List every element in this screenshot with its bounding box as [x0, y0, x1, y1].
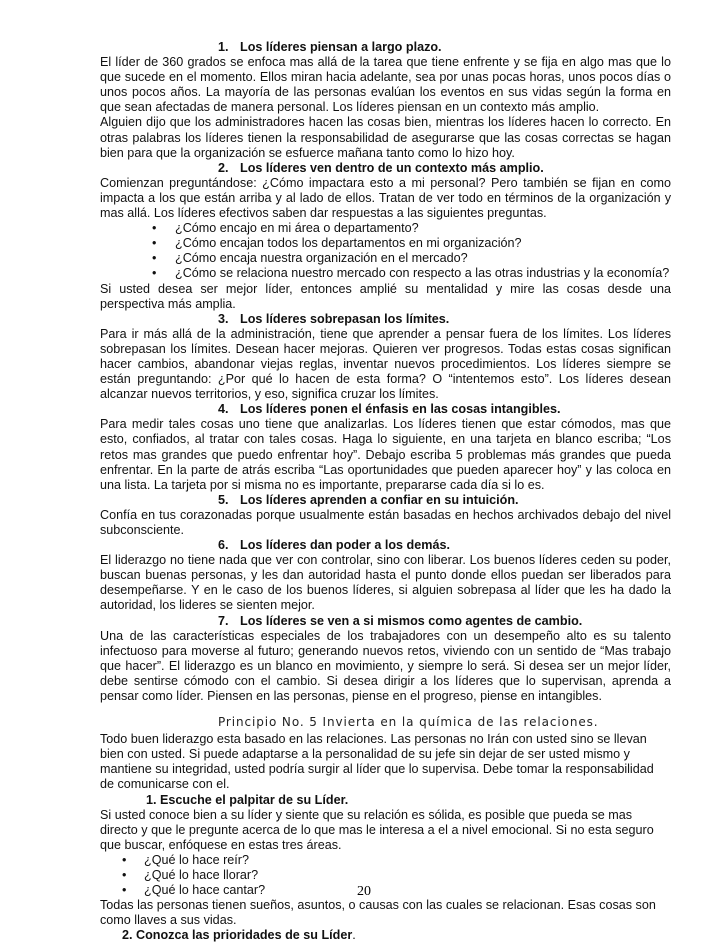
section-heading: 4. Los líderes ponen el énfasis en las cosas intangibles.	[218, 402, 561, 417]
list-item: • ¿Qué lo hace cantar?	[122, 883, 266, 898]
list-item: • ¿Qué lo hace llorar?	[122, 867, 259, 882]
section-heading: 6. Los líderes dan poder a los demás.	[218, 538, 450, 553]
list-item: • ¿Qué lo hace reír?	[122, 852, 249, 867]
page-number: 20	[357, 884, 371, 899]
principle-title: Principio No. 5 Invierta en la química de las relaciones.	[218, 715, 599, 730]
bullet-icon: •	[122, 852, 127, 867]
paragraph: Alguien dijo que los administradores hacen las cosas bien, mientras los líderes hacen lo correcto. En otras palabras los líderes tienen la responsabilidad de asegurarse que las cosas correctas se hagan bien para que la organización se esfuerce mañana tanto como lo hizo hoy.	[100, 115, 671, 160]
section-heading: 3. Los líderes sobrepasan los límites.	[218, 311, 450, 326]
subsection-heading: 1. Escuche el palpitar de su Líder.	[146, 792, 349, 807]
paragraph: Para medir tales cosas uno tiene que analizarlas. Los líderes tienen que estar cómodos, mas que esto, confiados, al tratar con tales cosas. Haga lo siguiente, en una tarjeta en blanco escriba; “Los retos mas grandes que puedo enfrentar hoy”. Debajo escriba 5 problemas más grandes que pueda enfrentar. En la parte de atrás escriba “Las oportunidades que pueden aparecer hoy” y las coloca en una lista. La tarjeta por si misma no es importante, prepararse cada día si lo es.	[100, 417, 671, 492]
bullet-icon: •	[122, 883, 127, 898]
bullet-list	[100, 221, 671, 281]
paragraph: Para ir más allá de la administración, tiene que aprender a pensar fuera de los límites. Los líderes sobrepasan los límites. Desean hacer mejoras. Quieren ver progresos. Todas estas cosas significan hacer cambios, abandonar viejas reglas, inventar nuevos procedimientos. Los líderes siempre se están preguntando: ¿Por qué lo hacen de esta forma? O “intentemos esto”. Los líderes desean alcanzar nuevos territorios, y eso, significa cruzar los límites.	[100, 326, 671, 402]
section-heading: 5. Los líderes aprenden a confiar en su intuición.	[218, 492, 519, 507]
paragraph: Una de las características especiales de los trabajadores con un desempeño alto es su talento infectuoso para moverse al futuro; generando nuevos retos, viviendo con un sentido de “Mas trabajo que hacer”. El liderazgo es un blanco en movimiento, y siempre lo será. Si desea ser un mejor líder, debe sentirse cómodo con el cambio. Si desea dirigir a los líderes que lo supervisan, aprenda a pensar como líder. Piensen en las personas, piense en el progreso, piense en intangibles.	[100, 628, 671, 704]
paragraph: Comienzan preguntándose: ¿Cómo impactara esto a mi personal? Pero también se fijan en como impacta a los que están arriba y al lado de ellos. Tratan de ver todo en términos de la organización y mas allá. Los líderes efectivos saben dar respuestas a las siguientes preguntas.	[100, 175, 671, 221]
paragraph: Todas las personas tienen sueños, asuntos, o causas con las cuales se relacionan. Esas cosas son como llaves a sus vidas.	[100, 898, 656, 928]
bullet-icon: •	[122, 867, 127, 882]
bullet-icon: •	[152, 266, 157, 281]
document-page	[100, 40, 671, 943]
list-item: • ¿Cómo encajo en mi área o departamento?	[152, 221, 419, 236]
list-item: • ¿Cómo encaja nuestra organización en el mercado?	[152, 251, 468, 266]
list-item: • ¿Cómo se relaciona nuestro mercado con respecto a las otras industrias y la economía?	[152, 266, 670, 281]
paragraph: El liderazgo no tiene nada que ver con controlar, sino con liberar. Los buenos líderes ceden su poder, buscan buenas personas, y les dan autoridad hasta el punto donde ellos puedan ser liberados para desempeñarse. Y en le caso de los buenos líderes, si alguien sobrepasa al líder que les ha dado la autoridad, los lideres se sienten mejor.	[100, 553, 671, 613]
subsection-heading: 2. Conozca las prioridades de su Líder.	[122, 928, 356, 943]
section-heading: 2. Los líderes ven dentro de un contexto más amplio.	[218, 160, 544, 175]
list-item: • ¿Cómo encajan todos los departamentos en mi organización?	[152, 236, 522, 251]
paragraph: Confía en tus corazonadas porque usualmente están basadas en hechos archivados debajo del nivel subconsciente.	[100, 507, 671, 537]
paragraph: Si usted conoce bien a su líder y siente que su relación es sólida, es posible que pueda se mas directo y que le pregunte acerca de lo que mas le interesa a el a nivel emocional. Si no esta seguro que buscar, enfóquese en estas tres áreas.	[100, 807, 654, 852]
paragraph: Si usted desea ser mejor líder, entonces amplié su mentalidad y mire las cosas desde una perspectiva más amplia.	[100, 281, 671, 311]
bullet-icon: •	[152, 251, 157, 266]
bullet-icon: •	[152, 221, 157, 236]
paragraph: Todo buen liderazgo esta basado en las relaciones. Las personas no Irán con usted sino se llevan bien con usted. Si puede adaptarse a la personalidad de su jefe sin dejar de ser usted mismo y mantiene su integridad, usted podría surgir al líder que lo supervisa. Debe tomar la responsabilidad de comunicarse con el.	[100, 732, 654, 792]
section-heading: 1. Los líderes piensan a largo plazo.	[218, 40, 442, 54]
bullet-icon: •	[152, 236, 157, 251]
section-heading: 7. Los líderes se ven a si mismos como agentes de cambio.	[218, 613, 583, 628]
paragraph: El líder de 360 grados se enfoca mas allá de la tarea que tiene enfrente y se fija en algo mas que lo que sucede en el momento. Ellos miran hacia adelante, sea por unas pocas horas, unos pocos días o unos pocos años. La mayoría de las personas evalúan los eventos en sus vidas según la forma en que sean afectadas de manera personal. Los líderes piensan en un contexto más amplio.	[100, 55, 671, 115]
